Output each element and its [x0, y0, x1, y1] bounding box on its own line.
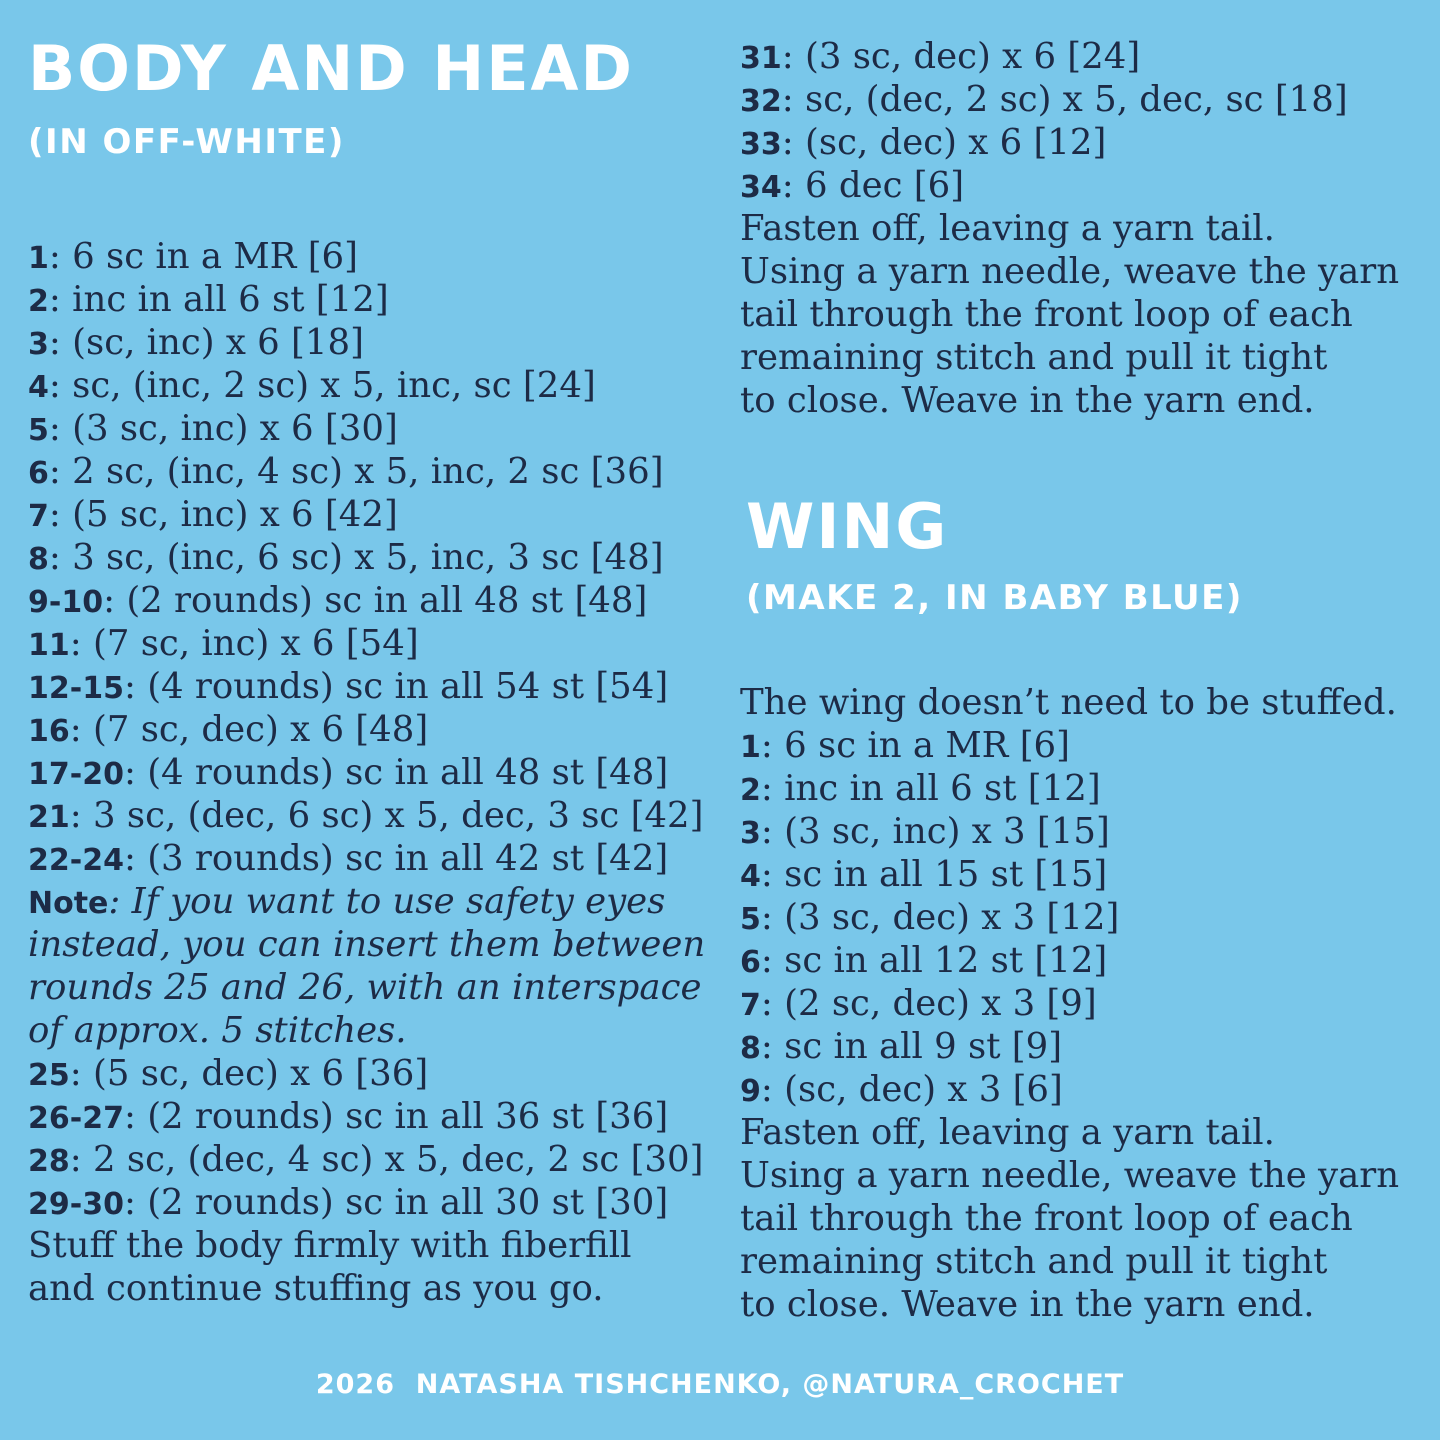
copyright-footer: 2026 NATASHA TISHCHENKO, @NATURA_CROCHET [315, 1369, 1125, 1400]
finish-line: Using a yarn needle, weave the yarn [740, 251, 1400, 292]
safety-eyes-note: Note: If you want to use safety eyes [28, 881, 666, 922]
round-line: 22-24: (3 rounds) sc in all 42 st [42] [28, 838, 669, 879]
finish-line: Fasten off, leaving a yarn tail. [740, 1112, 1275, 1153]
round-line: 21: 3 sc, (dec, 6 sc) x 5, dec, 3 sc [42] [28, 795, 704, 836]
round-line: 7: (2 sc, dec) x 3 [9] [740, 983, 1097, 1024]
finish-line: to close. Weave in the yarn end. [740, 1284, 1315, 1325]
round-line: 33: (sc, dec) x 6 [12] [740, 122, 1107, 163]
round-line: 26-27: (2 rounds) sc in all 36 st [36] [28, 1096, 669, 1137]
body-head-rounds [28, 235, 705, 1310]
finish-line: tail through the front loop of each [740, 1198, 1353, 1239]
note-line: instead, you can insert them between [28, 924, 706, 965]
round-line: 28: 2 sc, (dec, 4 sc) x 5, dec, 2 sc [30] [28, 1139, 704, 1180]
finish-line: remaining stitch and pull it tight [740, 337, 1328, 378]
round-line: 3: (3 sc, inc) x 3 [15] [740, 811, 1110, 852]
finish-line: Using a yarn needle, weave the yarn [740, 1155, 1400, 1196]
round-line: 11: (7 sc, inc) x 6 [54] [28, 623, 419, 664]
wing-title: WING [746, 490, 949, 563]
round-line: 16: (7 sc, dec) x 6 [48] [28, 709, 429, 750]
wing-rounds [740, 681, 1399, 1326]
round-line: 2: inc in all 6 st [12] [740, 768, 1101, 809]
round-line: 1: 6 sc in a MR [6] [28, 236, 358, 277]
body-head-rounds-continued [740, 35, 1399, 422]
round-line: 2: inc in all 6 st [12] [28, 279, 389, 320]
finish-line: remaining stitch and pull it tight [740, 1241, 1328, 1282]
body-head-title: BODY AND HEAD [28, 32, 635, 105]
wing-subtitle: (MAKE 2, IN BABY BLUE) [746, 578, 1243, 618]
round-line: 1: 6 sc in a MR [6] [740, 725, 1070, 766]
round-line: 32: sc, (dec, 2 sc) x 5, dec, sc [18] [740, 79, 1348, 120]
round-line: 8: sc in all 9 st [9] [740, 1026, 1063, 1067]
wing-intro: The wing doesn’t need to be stuffed. [740, 682, 1397, 723]
round-line: 4: sc, (inc, 2 sc) x 5, inc, sc [24] [28, 365, 596, 406]
note-line: rounds 25 and 26, with an interspace [28, 967, 702, 1008]
finish-line: to close. Weave in the yarn end. [740, 380, 1315, 421]
finish-line: tail through the front loop of each [740, 294, 1353, 335]
round-line: 6: sc in all 12 st [12] [740, 940, 1108, 981]
round-line: 17-20: (4 rounds) sc in all 48 st [48] [28, 752, 669, 793]
finish-line: Fasten off, leaving a yarn tail. [740, 208, 1275, 249]
round-line: 31: (3 sc, dec) x 6 [24] [740, 36, 1141, 77]
stuffing-instruction: and continue stuffing as you go. [28, 1268, 604, 1309]
stuffing-instruction: Stuff the body firmly with fiberfill [28, 1225, 632, 1266]
round-line: 5: (3 sc, dec) x 3 [12] [740, 897, 1120, 938]
round-line: 12-15: (4 rounds) sc in all 54 st [54] [28, 666, 669, 707]
round-line: 9: (sc, dec) x 3 [6] [740, 1069, 1063, 1110]
round-line: 5: (3 sc, inc) x 6 [30] [28, 408, 398, 449]
note-line: of approx. 5 stitches. [28, 1010, 407, 1051]
round-line: 4: sc in all 15 st [15] [740, 854, 1108, 895]
round-line: 6: 2 sc, (inc, 4 sc) x 5, inc, 2 sc [36] [28, 451, 664, 492]
round-line: 9-10: (2 rounds) sc in all 48 st [48] [28, 580, 648, 621]
round-line: 3: (sc, inc) x 6 [18] [28, 322, 364, 363]
round-line: 34: 6 dec [6] [740, 165, 965, 206]
round-line: 8: 3 sc, (inc, 6 sc) x 5, inc, 3 sc [48] [28, 537, 664, 578]
round-line: 25: (5 sc, dec) x 6 [36] [28, 1053, 429, 1094]
round-line: 29-30: (2 rounds) sc in all 30 st [30] [28, 1182, 669, 1223]
round-line: 7: (5 sc, inc) x 6 [42] [28, 494, 398, 535]
body-head-subtitle: (IN OFF-WHITE) [28, 122, 345, 162]
